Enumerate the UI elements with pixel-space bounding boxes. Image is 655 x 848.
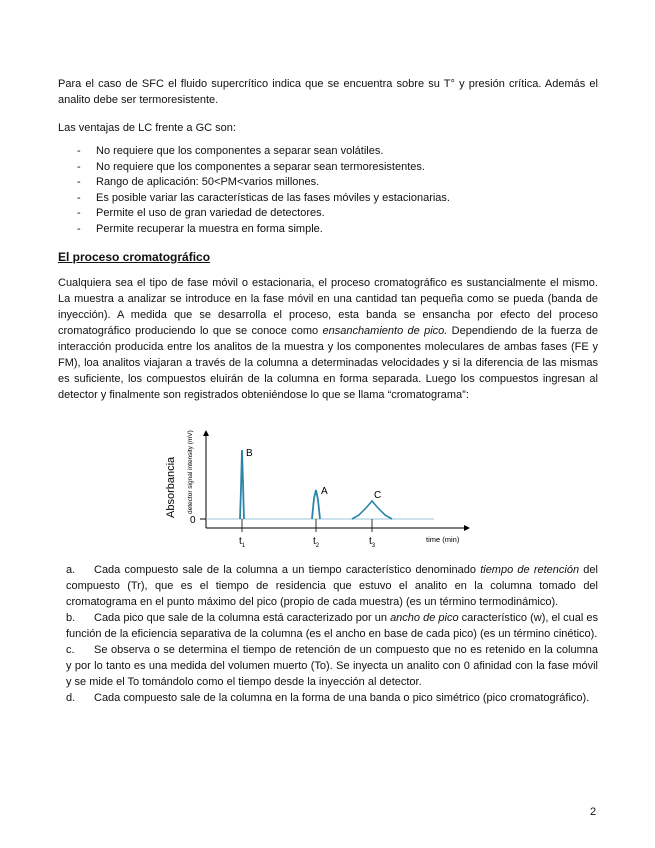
section-body: Cualquiera sea el tipo de fase móvil o estacionaria, el proceso cromatográfico es sustancialmente el mismo. La muestra a analizar se introduce en la fase móvil en una cantidad tan pequeña como se pueda (banda de inyección). A medida que se desarrolla el proceso, esta banda se ensancha por efecto del proceso cromatográfico produciendo lo que se conoce como ensanchamiento de pico. Dependiendo de la fuerza de interacción producida entre los analitos de la muestra y los componentes moleculares de ambas fases (FE y FM), loa analitos viajaran a través de la columna a determinadas velocidades y si la diferencia de las mismas es suficiente, los compuestos eluirán de la columna en forma separada. Luego los compuestos ingresan al detector y finalmente son registrados obteniéndose lo que se llama “cromatograma”: bbox=[58, 277, 598, 401]
tick-label-1: $t_1$ bbox=[239, 536, 246, 549]
list-item: c. Se observa o se determina el tiempo de retención de un compuesto que no es retenido en la columna y por lo tanto es una medida del volumen muerto (To). Se inyecta un analito con 0 afinidad con la fase móvil y se mide el To tomándolo como el tiempo desde la inyección al detector. bbox=[66, 644, 598, 688]
list-item: - No requiere que los componentes a separar sean volátiles. bbox=[77, 145, 384, 157]
peak-label-c: C bbox=[374, 490, 382, 501]
section-heading: El proceso cromatográfico bbox=[58, 250, 211, 264]
zero-label: 0 bbox=[190, 515, 196, 526]
peak-label-b: B bbox=[246, 448, 253, 459]
y-axis-label: Absorbancia bbox=[165, 456, 177, 518]
chromatogram-svg bbox=[156, 428, 476, 550]
y-axis-arrow bbox=[203, 430, 209, 436]
list-item: - Es posible variar las características de las fases móviles y estacionarias. bbox=[77, 191, 450, 204]
properties-list bbox=[66, 562, 598, 706]
peak-b bbox=[240, 450, 244, 519]
intro-paragraph: Para el caso de SFC el fluido supercrítico indica que se encuentra sobre su T° y presión crítica. Además el analito debe ser termoresistente. bbox=[58, 78, 598, 106]
chromatogram-figure bbox=[156, 428, 476, 550]
advantages-list bbox=[58, 144, 598, 238]
list-item: - Permite recuperar la muestra en forma simple. bbox=[77, 222, 323, 235]
list-item: b. Cada pico que sale de la columna está caracterizado por un ancho de pico característico (w), el cual es función de la eficiencia separativa de la columna (es el ancho en base de cada pico) (es un término cinético). bbox=[66, 612, 598, 640]
list-item: - No requiere que los componentes a separar sean termoresistentes. bbox=[77, 160, 425, 173]
page-number: 2 bbox=[590, 806, 597, 818]
list-item: - Permite el uso de gran variedad de detectores. bbox=[77, 207, 325, 220]
x-axis-arrow bbox=[464, 525, 470, 531]
list-item: d. Cada compuesto sale de la columna en la forma de una banda o pico simétrico (pico cromatográfico). bbox=[66, 692, 590, 704]
list-item: a. Cada compuesto sale de la columna a un tiempo característico denominado tiempo de retención del compuesto (Tr), que es el tiempo de residencia que estuvo el analito en la columna tomado del cromatograma en el punto máximo del pico (propio de cada muestra) (es un término termodinámico). bbox=[66, 564, 598, 608]
list-item: - Rango de aplicación: 50<PM<varios millones. bbox=[77, 176, 320, 189]
tick-label-2: $t_2$ bbox=[313, 536, 320, 549]
peak-label-a: A bbox=[321, 486, 328, 497]
peak-c bbox=[352, 501, 392, 519]
advantages-intro: Las ventajas de LC frente a GC son: bbox=[58, 122, 236, 134]
peak-a bbox=[312, 490, 320, 519]
tick-label-3: $t_3$ bbox=[369, 536, 376, 549]
y-axis-secondary-label: detector signal intensity (mV) bbox=[187, 430, 194, 514]
x-axis-label: time (min) bbox=[426, 535, 460, 544]
